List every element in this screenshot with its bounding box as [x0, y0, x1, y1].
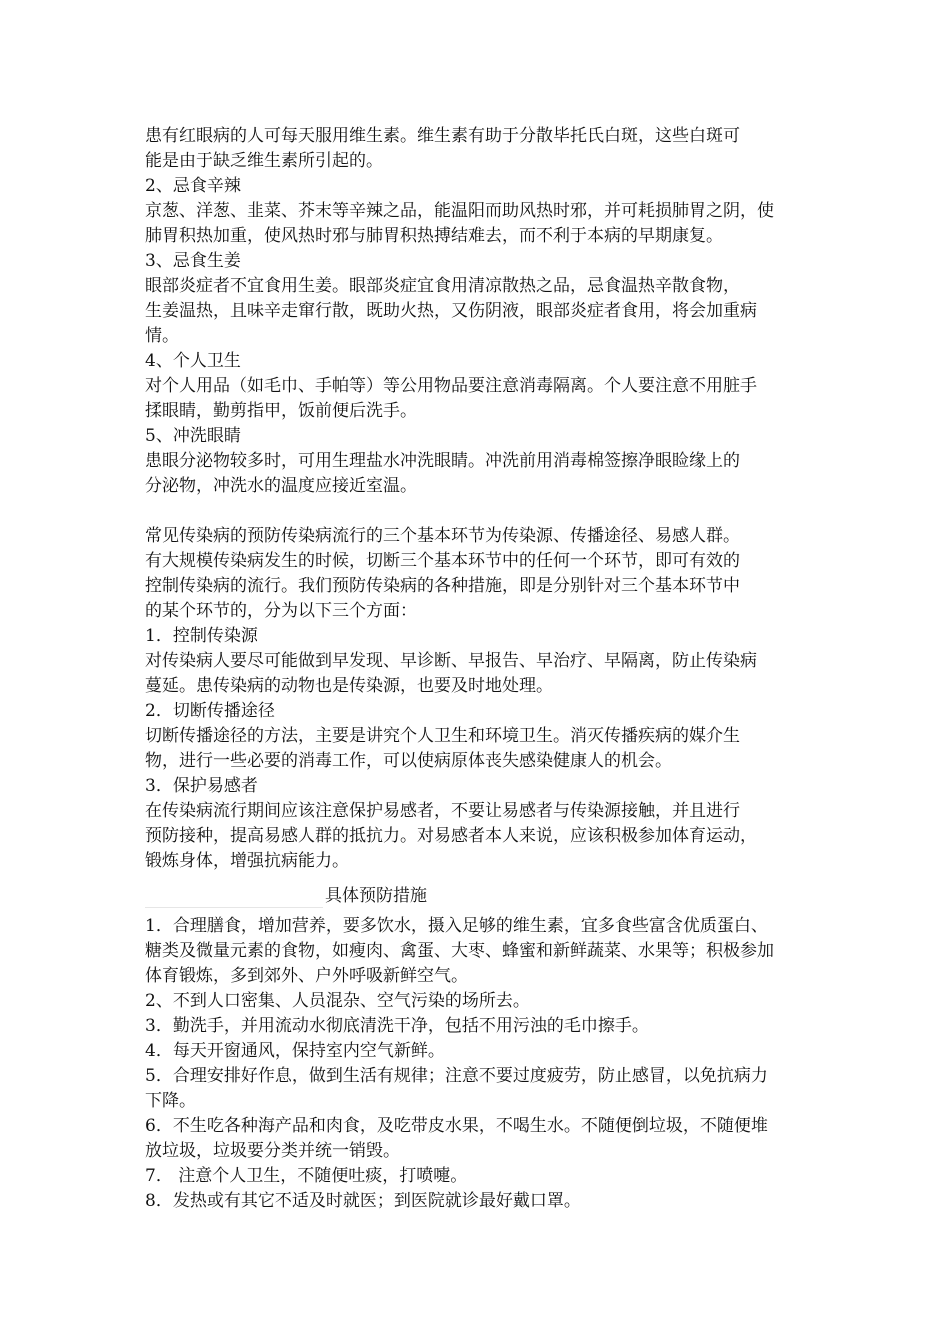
text-line: 下降。 [145, 1091, 196, 1111]
eye-item-rinse [145, 424, 813, 499]
text-line: 放垃圾，垃圾要分类并统一销毁。 [145, 1141, 400, 1161]
text-line: 生姜温热，且味辛走窜行散，既助火热，又伤阴液，眼部炎症者食用，将会加重病 [145, 301, 757, 321]
text-line: 患眼分泌物较多时，可用生理盐水冲洗眼睛。冲洗前用消毒棉签擦净眼睑缘上的 [145, 451, 740, 471]
document-body [145, 124, 813, 1214]
text-line: 有大规模传染病发生的时候，切断三个基本环节中的任何一个环节，即可有效的 [145, 551, 740, 571]
title-underline-divider [145, 907, 323, 908]
eye-item-hygiene [145, 349, 813, 424]
text-line: 常见传染病的预防传染病流行的三个基本环节为传染源、传播途径、易感人群。 [145, 526, 740, 546]
text-line: 的某个环节的，分为以下三个方面： [145, 601, 417, 621]
measures-title-row [145, 882, 813, 914]
text-line: 揉眼睛，勤剪指甲，饭前便后洗手。 [145, 401, 417, 421]
text-line: 能是由于缺乏维生素所引起的。 [145, 151, 383, 171]
blank-line [145, 499, 813, 524]
item-heading: 1．控制传染源 [145, 626, 258, 646]
text-line: 5．合理安排好作息，做到生活有规律；注意不要过度疲劳，防止感冒，以免抗病力 [145, 1066, 768, 1086]
text-line: 锻炼身体，增强抗病能力。 [145, 851, 349, 871]
text-line: 肺胃积热加重，使风热时邪与肺胃积热搏结难去，而不利于本病的早期康复。 [145, 226, 723, 246]
text-line: 物，进行一些必要的消毒工作，可以使病原体丧失感染健康人的机会。 [145, 751, 672, 771]
eye-intro-paragraph [145, 124, 813, 174]
text-line: 预防接种，提高易感人群的抵抗力。对易感者本人来说，应该积极参加体育运动， [145, 826, 757, 846]
infectious-item-route [145, 699, 813, 774]
text-line: 4．每天开窗通风，保持室内空气新鲜。 [145, 1041, 445, 1061]
measures-list [145, 914, 813, 1214]
item-heading: 2、忌食辛辣 [145, 176, 241, 196]
text-line: 1．合理膳食，增加营养，要多饮水，摄入足够的维生素，宜多食些富含优质蛋白、 [145, 916, 768, 936]
text-line: 8．发热或有其它不适及时就医；到医院就诊最好戴口罩。 [145, 1191, 581, 1211]
item-heading: 3．保护易感者 [145, 776, 258, 796]
item-heading: 3、忌食生姜 [145, 251, 241, 271]
text-line: 控制传染病的流行。我们预防传染病的各种措施，即是分别针对三个基本环节中 [145, 576, 740, 596]
text-line: 对个人用品（如毛巾、手帕等）等公用物品要注意消毒隔离。个人要注意不用脏手 [145, 376, 757, 396]
item-heading: 2．切断传播途径 [145, 701, 275, 721]
text-line: 糖类及微量元素的食物，如瘦肉、禽蛋、大枣、蜂蜜和新鲜蔬菜、水果等；积极参加 [145, 941, 774, 961]
text-line: 7． 注意个人卫生，不随便吐痰，打喷嚏。 [145, 1166, 468, 1186]
infectious-item-source [145, 624, 813, 699]
text-line: 对传染病人要尽可能做到早发现、早诊断、早报告、早治疗、早隔离，防止传染病 [145, 651, 757, 671]
measures-title: 具体预防措施 [325, 886, 427, 906]
text-line: 3．勤洗手，并用流动水彻底清洗干净，包括不用污浊的毛巾擦手。 [145, 1016, 649, 1036]
text-line: 蔓延。患传染病的动物也是传染源，也要及时地处理。 [145, 676, 553, 696]
text-line: 在传染病流行期间应该注意保护易感者，不要让易感者与传染源接触，并且进行 [145, 801, 740, 821]
text-line: 2、不到人口密集、人员混杂、空气污染的场所去。 [145, 991, 530, 1011]
text-line: 体育锻炼，多到郊外、户外呼吸新鲜空气。 [145, 966, 468, 986]
text-line: 眼部炎症者不宜食用生姜。眼部炎症宜食用清凉散热之品，忌食温热辛散食物， [145, 276, 740, 296]
item-heading: 5、冲洗眼睛 [145, 426, 241, 446]
eye-item-ginger [145, 249, 813, 349]
infectious-item-susceptible [145, 774, 813, 874]
text-line: 分泌物，冲洗水的温度应接近室温。 [145, 476, 417, 496]
text-line: 6．不生吃各种海产品和肉食，及吃带皮水果，不喝生水。不随便倒垃圾，不随便堆 [145, 1116, 768, 1136]
text-line: 京葱、洋葱、韭菜、芥末等辛辣之品，能温阳而助风热时邪，并可耗损肺胃之阴，使 [145, 201, 774, 221]
eye-item-spicy [145, 174, 813, 249]
text-line: 切断传播途径的方法，主要是讲究个人卫生和环境卫生。消灭传播疾病的媒介生 [145, 726, 740, 746]
text-line: 患有红眼病的人可每天服用维生素。维生素有助于分散毕托氏白斑，这些白斑可 [145, 126, 740, 146]
text-line: 情。 [145, 326, 179, 346]
infectious-intro-paragraph [145, 524, 813, 624]
item-heading: 4、个人卫生 [145, 351, 241, 371]
